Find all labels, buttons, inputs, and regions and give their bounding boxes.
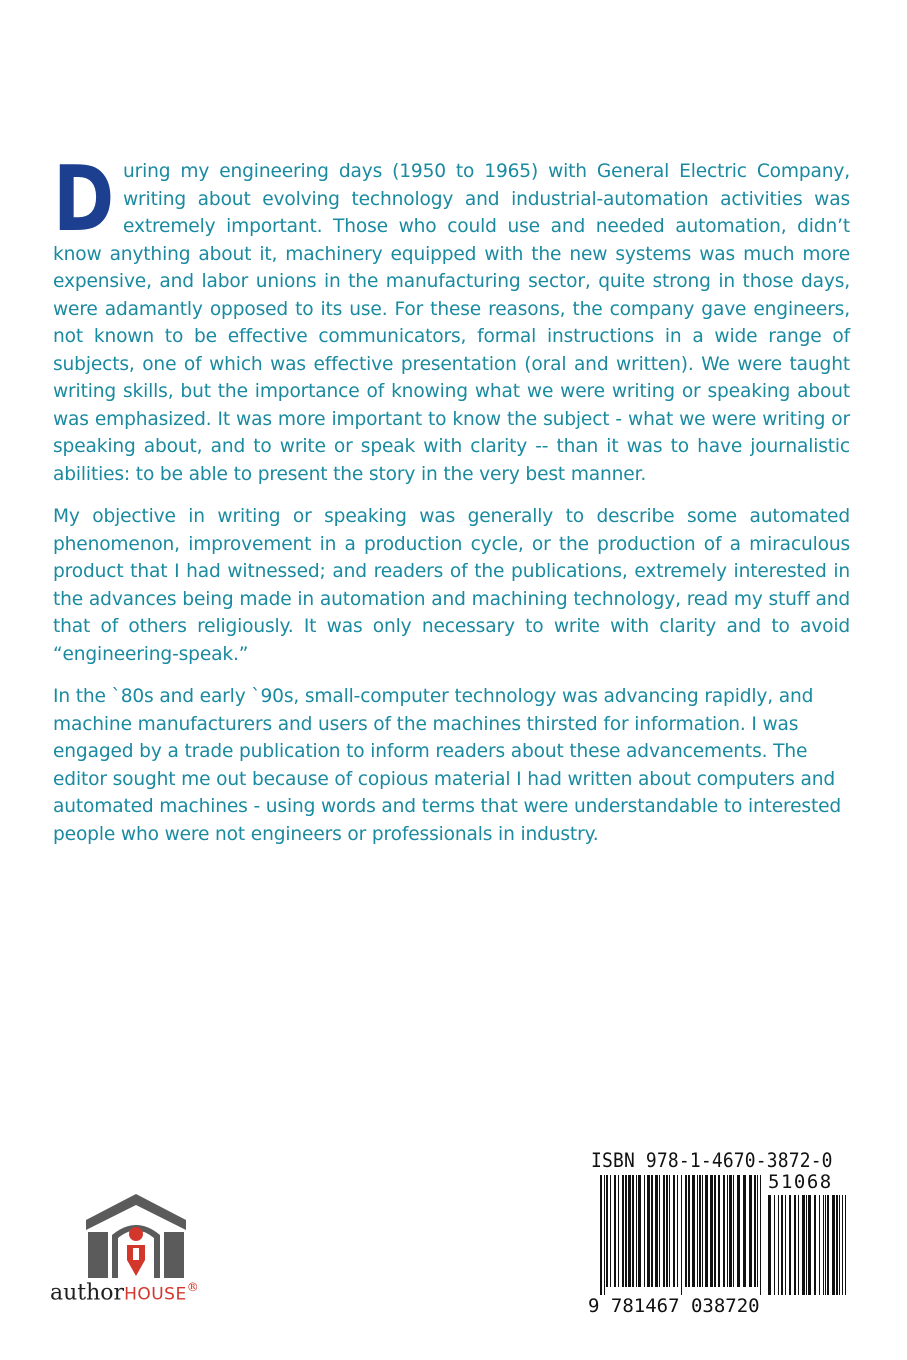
barcode-bar — [663, 1175, 665, 1287]
barcode-bar — [614, 1175, 616, 1287]
barcode-bar — [688, 1175, 690, 1287]
barcode-bar — [697, 1175, 698, 1287]
blurb-text — [53, 147, 850, 863]
barcode-bar — [655, 1175, 658, 1287]
addon-bar — [827, 1195, 829, 1295]
addon-bar — [785, 1195, 786, 1295]
ean-digits: 9 781467 038720 — [588, 1295, 760, 1317]
addon-bar — [808, 1195, 811, 1295]
isbn-barcode — [588, 1145, 852, 1320]
addon-bar — [814, 1195, 816, 1295]
barcode-bar — [622, 1175, 624, 1287]
barcode-bar — [669, 1175, 670, 1287]
addon-bar — [802, 1195, 805, 1295]
barcode-bar — [727, 1175, 728, 1287]
paragraph-1-text: uring my engineering days (1950 to 1965) with General Electric Company, writing about evolving technology and industrial-automation activities was extremely important. Those who could use and needed automation, didn’t know anything about it, machinery equipped with the new systems was much more expensive, and labor unions in the manufacturing sector, quite strong in those days, were adamantly opposed to its use. For these reasons, the company gave engineers, not known to be effective communicators, formal instructions in a wide range of subjects, one of which was effective presentation (oral and written). We were taught writing skills, but the importance of knowing what we were writing or speaking about was emphasized. It was more important to know the subject - what we were writing or speaking about, and to write or speak with clarity -- than it was to have journalistic abilities: to be able to present the story in the very best manner. — [53, 161, 850, 485]
barcode-bar — [714, 1175, 716, 1287]
barcode-bar — [604, 1175, 605, 1295]
addon-bar — [823, 1195, 824, 1295]
isbn-label: ISBN 978-1-4670-3872-0 — [591, 1149, 833, 1172]
barcode-bar — [710, 1175, 713, 1287]
addon-bar — [806, 1195, 807, 1295]
barcode-bar — [628, 1175, 631, 1287]
wordmark-author: author — [50, 1280, 125, 1306]
paragraph-1 — [53, 147, 850, 488]
addon-bar — [781, 1195, 783, 1295]
barcode-bar — [757, 1175, 758, 1287]
barcode-bar — [666, 1175, 668, 1287]
barcode-bar — [760, 1175, 761, 1295]
addon-bar — [825, 1195, 826, 1295]
addon-bar — [774, 1195, 775, 1295]
addon-bar — [845, 1195, 846, 1295]
barcode-bar — [636, 1175, 637, 1287]
addon-bar — [832, 1195, 835, 1295]
barcode-bar — [681, 1175, 682, 1295]
addon-bar — [842, 1195, 843, 1295]
barcode-bar — [606, 1175, 608, 1287]
barcode-bar — [729, 1175, 732, 1287]
barcode-bar — [625, 1175, 627, 1287]
barcode-bar — [647, 1175, 650, 1287]
barcode-bar — [702, 1175, 703, 1287]
barcode-bar — [699, 1175, 701, 1287]
addon-bar — [819, 1195, 820, 1295]
drop-cap: D — [53, 147, 115, 252]
addon-bar — [798, 1195, 799, 1295]
barcode-bar — [610, 1175, 611, 1287]
wordmark-house: HOUSE — [124, 1284, 187, 1305]
paragraph-2: My objective in writing or speaking was generally to describe some automated phenomenon, improvement in a production cycle, or the production of a miraculous product that I had witnessed; and readers of the publications, extremely interested in the advances being made in automation and machining technology, read my stuff and that of others religiously. It was only necessary to write with clarity and to avoid “engineering-speak.” — [53, 506, 850, 665]
barcode-bar — [705, 1175, 708, 1287]
barcode-bar — [618, 1175, 619, 1287]
barcode-bar — [723, 1175, 725, 1287]
barcode-bar — [673, 1175, 675, 1287]
barcode-bar — [733, 1175, 734, 1287]
barcode-bar — [677, 1175, 678, 1287]
barcode-bar — [685, 1175, 687, 1287]
price-code: 51068 — [768, 1171, 833, 1193]
publisher-logo — [50, 1180, 250, 1310]
addon-bar — [789, 1195, 791, 1295]
barcode-bar — [737, 1175, 740, 1287]
addon-bar — [836, 1195, 838, 1295]
addon-bar — [794, 1195, 796, 1295]
barcode-bar — [718, 1175, 720, 1287]
addon-bar — [839, 1195, 840, 1295]
barcode-bar — [644, 1175, 645, 1287]
barcode-bar — [638, 1175, 641, 1287]
barcode-bar — [632, 1175, 634, 1287]
addon-bar — [768, 1195, 771, 1295]
barcode-bar — [659, 1175, 660, 1287]
addon-bar — [778, 1195, 779, 1295]
barcode-bar — [749, 1175, 752, 1287]
barcode-bar — [743, 1175, 746, 1287]
barcode-bar — [692, 1175, 695, 1287]
house-with-person-logo-icon — [82, 1190, 190, 1282]
barcode-bar — [754, 1175, 756, 1287]
publisher-wordmark — [50, 1280, 199, 1305]
paragraph-3: In the `80s and early `90s, small-computer technology was advancing rapidly, and machine manufacturers and users of the machines thirsted for information. I was engaged by a trade publication to inform readers about these advancements. The editor sought me out because of copious material I had written about computers and automated machines - using words and terms that were understandable to interested people who were not engineers or professionals in industry. — [53, 686, 842, 845]
barcode-bar — [651, 1175, 653, 1287]
registered-mark: ® — [186, 1280, 199, 1294]
barcode-bar — [600, 1175, 602, 1295]
